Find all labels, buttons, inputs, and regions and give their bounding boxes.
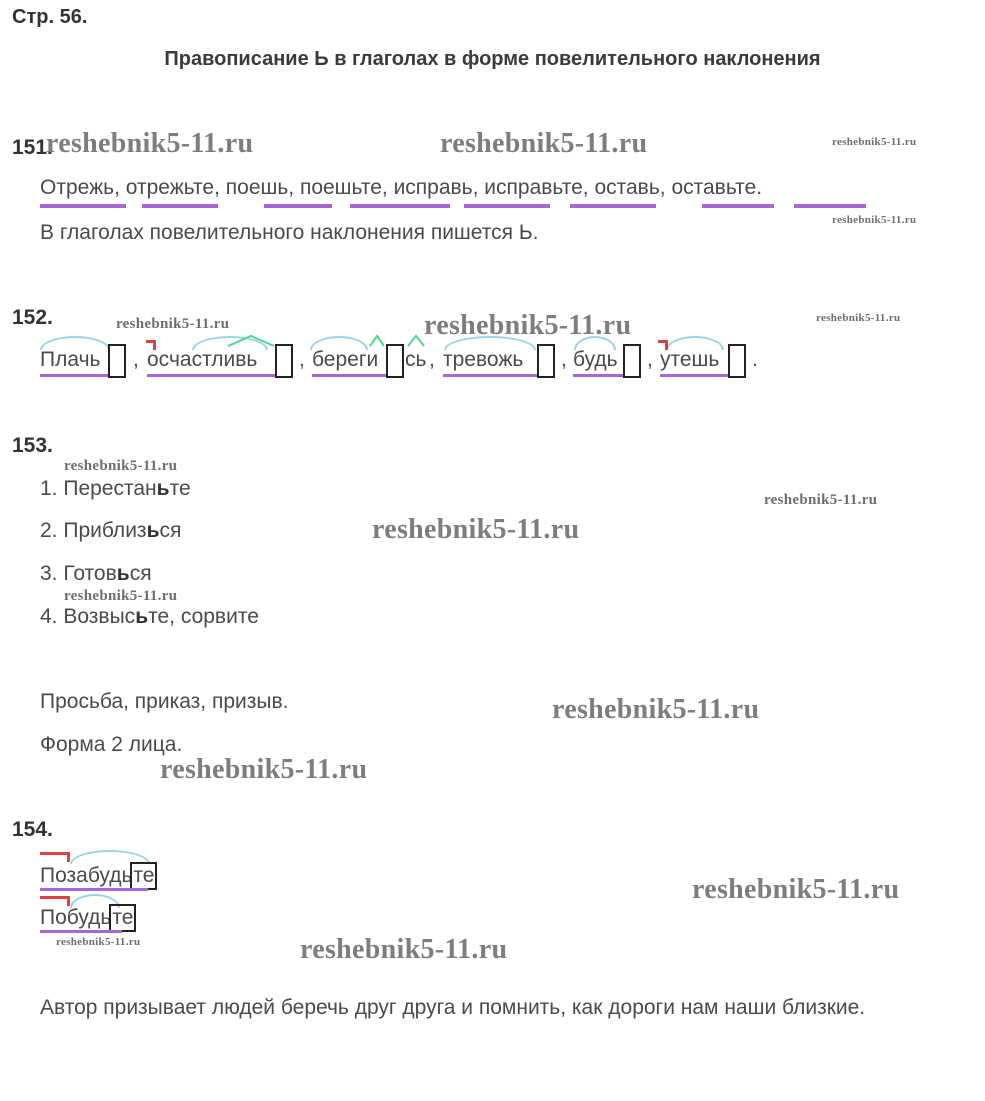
exercise-152-word: береги (312, 348, 379, 371)
ending-box (275, 344, 293, 378)
morpheme-underline (312, 374, 386, 377)
watermark: reshebnik5-11.ru (440, 128, 648, 159)
ending-box (537, 344, 555, 378)
morpheme-underline (350, 204, 450, 208)
exercise-152-word: сь (405, 348, 427, 371)
morpheme-underline (147, 374, 275, 377)
exercise-153-item: 1. Перестаньте (40, 477, 191, 500)
watermark: reshebnik5-11.ru (764, 492, 878, 508)
exercise-153-item: 2. Приблизься (40, 519, 182, 542)
watermark: reshebnik5-11.ru (300, 934, 508, 965)
ending-box (386, 344, 404, 378)
watermark: reshebnik5-11.ru (56, 936, 141, 948)
ending-box (623, 344, 641, 378)
exercise-152-number: 152. (12, 306, 53, 329)
exercise-154-word: Позабудьте (40, 862, 157, 890)
morpheme-underline (40, 930, 122, 933)
exercise-152-word: осчастливь (147, 348, 258, 371)
exercise-154-word: Побудьте (40, 904, 136, 932)
ending-box: те (109, 904, 136, 932)
morpheme-underline (660, 374, 728, 377)
comma: , (133, 348, 139, 371)
ending-box: те (130, 862, 157, 890)
comma: , (561, 348, 567, 371)
exercise-154-number: 154. (12, 818, 53, 841)
watermark: reshebnik5-11.ru (552, 694, 760, 725)
prefix-mark (40, 852, 70, 862)
morpheme-underline (40, 204, 126, 208)
exercise-153-item: 3. Готовься (40, 562, 152, 585)
comma: , (429, 348, 435, 371)
exercise-154-text: Автор призывает людей беречь друг друга и помнить, как дороги нам наши близкие. (40, 996, 866, 1019)
ending-box (728, 344, 746, 378)
suffix-caret (368, 334, 386, 348)
exercise-152-word: будь (573, 348, 618, 371)
exercise-153-item: 4. Возвысьте, сорвите (40, 605, 259, 628)
watermark: reshebnik5-11.ru (832, 136, 917, 148)
suffix-caret (406, 334, 426, 348)
page-number: Стр. 56. (12, 6, 88, 28)
period: . (752, 348, 758, 371)
watermark: reshebnik5-11.ru (116, 316, 230, 332)
section-title: Правописание Ь в глаголах в форме повелительного наклонения (164, 48, 821, 70)
watermark: reshebnik5-11.ru (64, 458, 178, 474)
exercise-151-rule: В глаголах повелительного наклонения пишется Ь. (40, 221, 539, 244)
exercise-153-answer: Форма 2 лица. (40, 733, 183, 756)
watermark: reshebnik5-11.ru (816, 312, 901, 324)
morpheme-underline (702, 204, 774, 208)
exercise-153-number: 153. (12, 434, 53, 457)
morpheme-underline (794, 204, 866, 208)
morpheme-underline (40, 374, 108, 377)
suffix-caret (226, 334, 276, 348)
morpheme-underline (40, 888, 148, 891)
ending-box (108, 344, 126, 378)
exercise-152-word: утешь (660, 348, 720, 371)
comma: , (299, 348, 305, 371)
watermark: reshebnik5-11.ru (692, 874, 900, 905)
watermark: reshebnik5-11.ru (832, 214, 917, 226)
comma: , (647, 348, 653, 371)
watermark: reshebnik5-11.ru (160, 754, 368, 785)
exercise-151-words: Отрежь, отрежьте, поешь, поешьте, исправь, исправьте, оставь, оставьте. (40, 176, 763, 199)
exercise-151-number: 151. (12, 136, 53, 159)
morpheme-underline (264, 204, 332, 208)
exercise-153-answer: Просьба, приказ, призыв. (40, 690, 289, 713)
watermark: reshebnik5-11.ru (424, 310, 632, 341)
morpheme-underline (142, 204, 218, 208)
exercise-152-word: тревожь (443, 348, 524, 371)
watermark: reshebnik5-11.ru (372, 514, 580, 545)
morpheme-underline (464, 204, 550, 208)
morpheme-underline (573, 374, 623, 377)
morpheme-underline (443, 374, 537, 377)
watermark: reshebnik5-11.ru (64, 588, 178, 604)
morpheme-underline (570, 204, 656, 208)
exercise-152-word: Плачь (40, 348, 101, 371)
watermark: reshebnik5-11.ru (46, 128, 254, 159)
